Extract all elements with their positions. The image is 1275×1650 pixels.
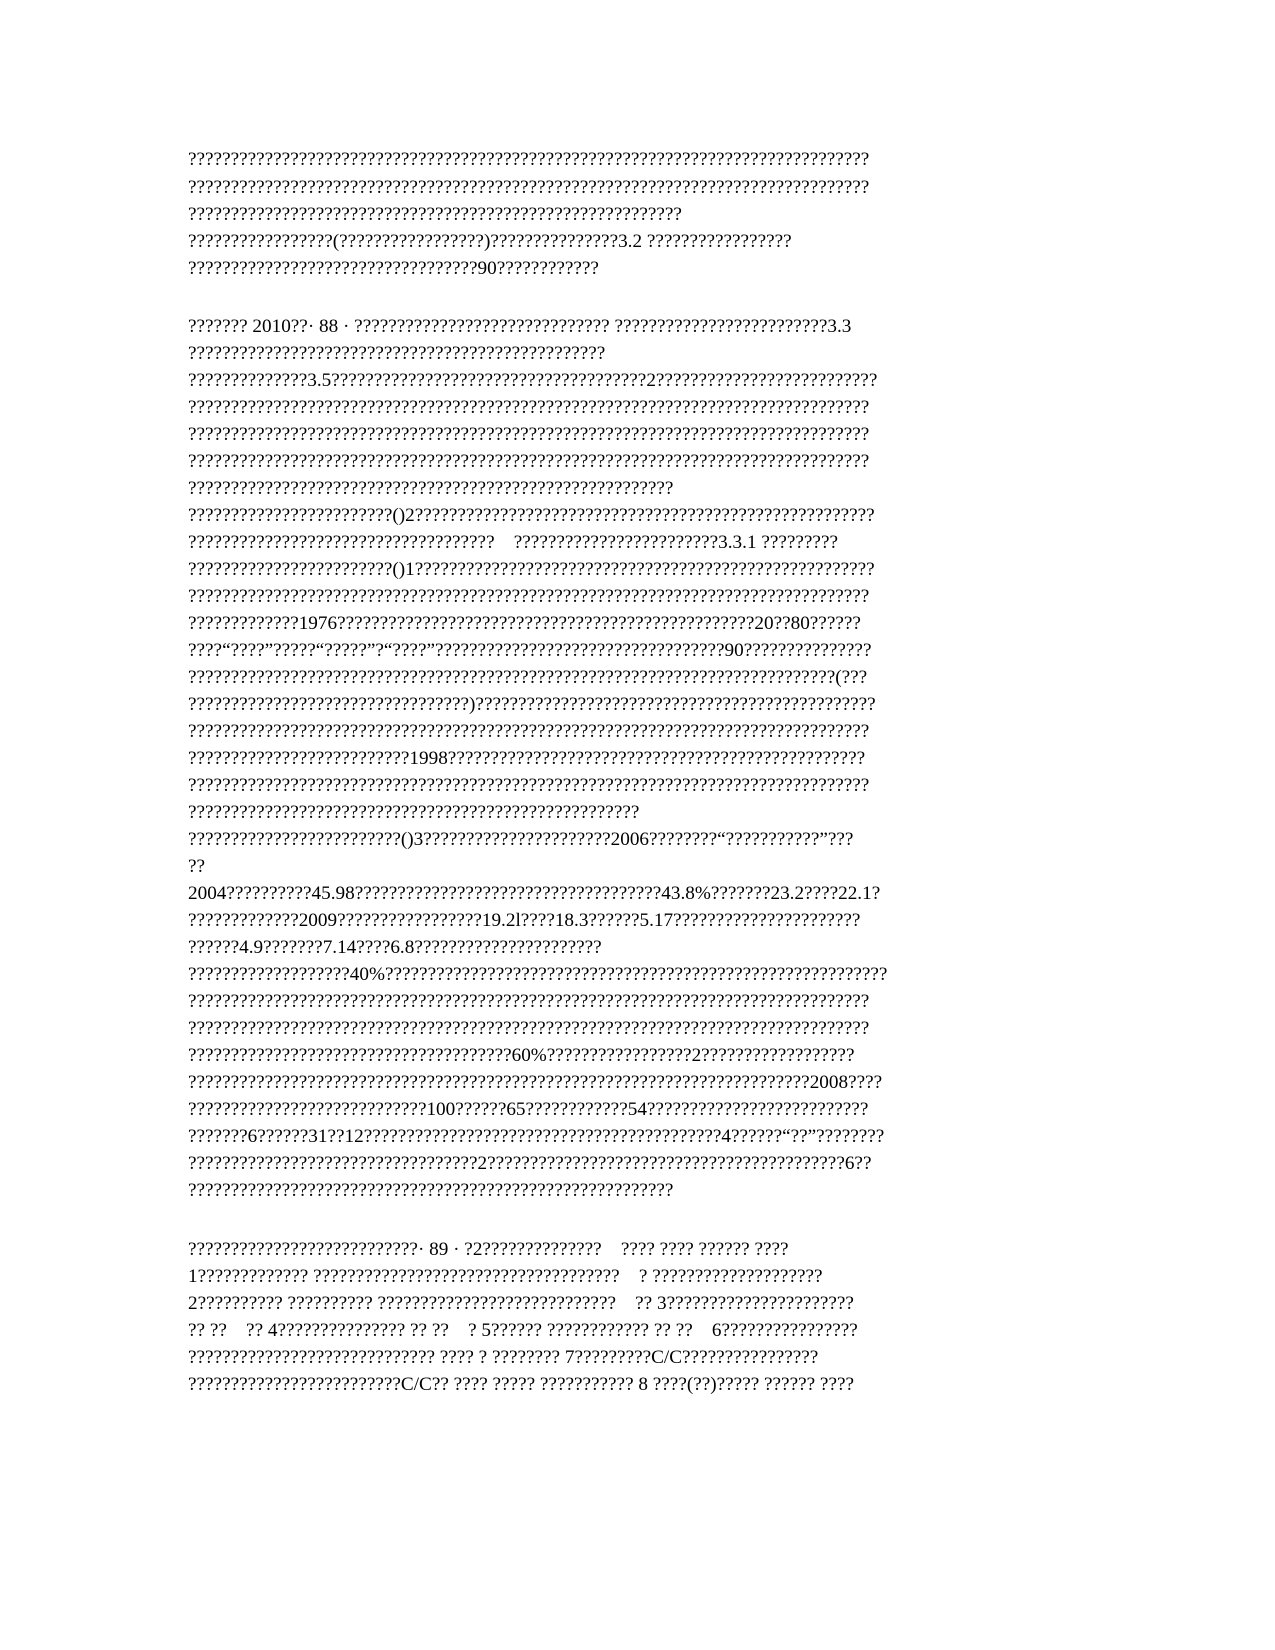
text-line: ???????6??????31??12??????????????????????????????????????????4??????“??”???????? <box>188 1126 885 1147</box>
text-line: ?????????????????????????()3??????????????????????2006????????“???????????”??? <box>188 829 854 850</box>
text-line: ????????????????????????????100??????65????????????54?????????????????????????? <box>188 1099 869 1120</box>
text-line: ???????????????????????????????????? ????????????????????????3.3.1 ????????? <box>188 532 838 553</box>
text-line: ??????????????????????????????????2??????????????????????????????????????????6?? <box>188 1153 872 1174</box>
text-line: ????????????????????????????????????????????????????????????????????????????(??? <box>188 667 868 688</box>
text-line: ??????????????????????????????????????60%?????????????????2?????????????????? <box>188 1045 855 1066</box>
text-line: ???????????????????????????????????????????????????????????????????????????????? <box>188 586 870 607</box>
text-line: ?????????????????????????????????)??????????????????????????????????????????????? <box>188 694 876 715</box>
text-line: ???????????????????????????????????????????????????????????????????????????????? <box>188 424 870 445</box>
text-line: ??????????????????????????1998????????????????????????????????????????????????? <box>188 748 866 769</box>
text-line: 2?????????? ?????????? ???????????????????????????? ?? 3?????????????????????? <box>188 1293 854 1314</box>
text-line: ????????????????????????????????????????????????? <box>188 343 606 364</box>
text-line: ???????????????????????????????????????????????????????????????????????????????? <box>188 177 870 198</box>
text-line: ???????????????????????????????????????????????????????????????????????????????? <box>188 991 870 1012</box>
text-line: ????????????????????????????????????????????????????? <box>188 802 640 823</box>
text-line: ????“????”?????“?????”?“????”??????????????????????????????????90??????????????? <box>188 640 872 661</box>
text-line: ????????????????????????????? ???? ? ???????? 7?????????C/C???????????????? <box>188 1347 819 1368</box>
text-line: 1????????????? ???????????????????????????????????? ? ???????????????????? <box>188 1266 823 1287</box>
text-line: ???????????????????????????????????????????????????????????????????????????????? <box>188 397 870 418</box>
text-line: ?????????????????(?????????????????)???????????????3.2 ????????????????? <box>188 231 792 252</box>
text-line: ????????????????????????????????????????????????????????? <box>188 1180 674 1201</box>
text-line: ??????????????3.5?????????????????????????????????????2?????????????????????????? <box>188 370 878 391</box>
text-line: ?? <box>188 856 206 877</box>
text-line: ??????4.9???????7.14????6.8?????????????????????? <box>188 937 602 958</box>
text-line: ????????????????????????()2?????????????????????????????????????????????????????? <box>188 505 875 526</box>
text-line: ???????????????????????????????????????????????????????????????????????????????? <box>188 1018 870 1039</box>
text-line: ?????????????1976?????????????????????????????????????????????????20??80?????? <box>188 613 861 634</box>
text-line: ???????????????????????????????????????????????????????????????????????????????? <box>188 721 870 742</box>
text-line: ???????????????????????????????????????????????????????????????????????????????? <box>188 451 870 472</box>
text-line: ????????????????????????????????????????????????????????? <box>188 478 674 499</box>
text-line: ?? ?? ?? 4??????????????? ?? ?? ? 5?????? ???????????? ?? ?? 6???????????????? <box>188 1320 858 1341</box>
text-line: ???????????????????????????????????????????????????????????????????????????????? <box>188 149 870 170</box>
text-line: ???????????????????????????????????????????????????????????????????????????????? <box>188 775 870 796</box>
text-line: ??????? 2010??· 88 · ?????????????????????????????? ?????????????????????????3.3 <box>188 316 852 337</box>
text-line: ?????????????2009?????????????????19.2l????18.3??????5.17?????????????????????? <box>188 910 861 931</box>
text-line: ???????????????????????????· 89 · ?2?????????????? ???? ???? ?????? ???? <box>188 1239 789 1260</box>
text-line: ??????????????????????????????????90???????????? <box>188 258 599 279</box>
text-line: ?????????????????????????????????????????????????????????? <box>188 204 682 225</box>
text-line: ?????????????????????????C/C?? ???? ????? ??????????? 8 ????(??)????? ?????? ???? <box>188 1374 854 1395</box>
text-line: 2004??????????45.98????????????????????????????????????43.8%???????23.2????22.1? <box>188 883 881 904</box>
text-line: ????????????????????????()1?????????????????????????????????????????????????????? <box>188 559 875 580</box>
text-line: ???????????????????40%??????????????????????????????????????????????????????????? <box>188 964 888 985</box>
text-line: ?????????????????????????????????????????????????????????????????????????2008???? <box>188 1072 883 1093</box>
